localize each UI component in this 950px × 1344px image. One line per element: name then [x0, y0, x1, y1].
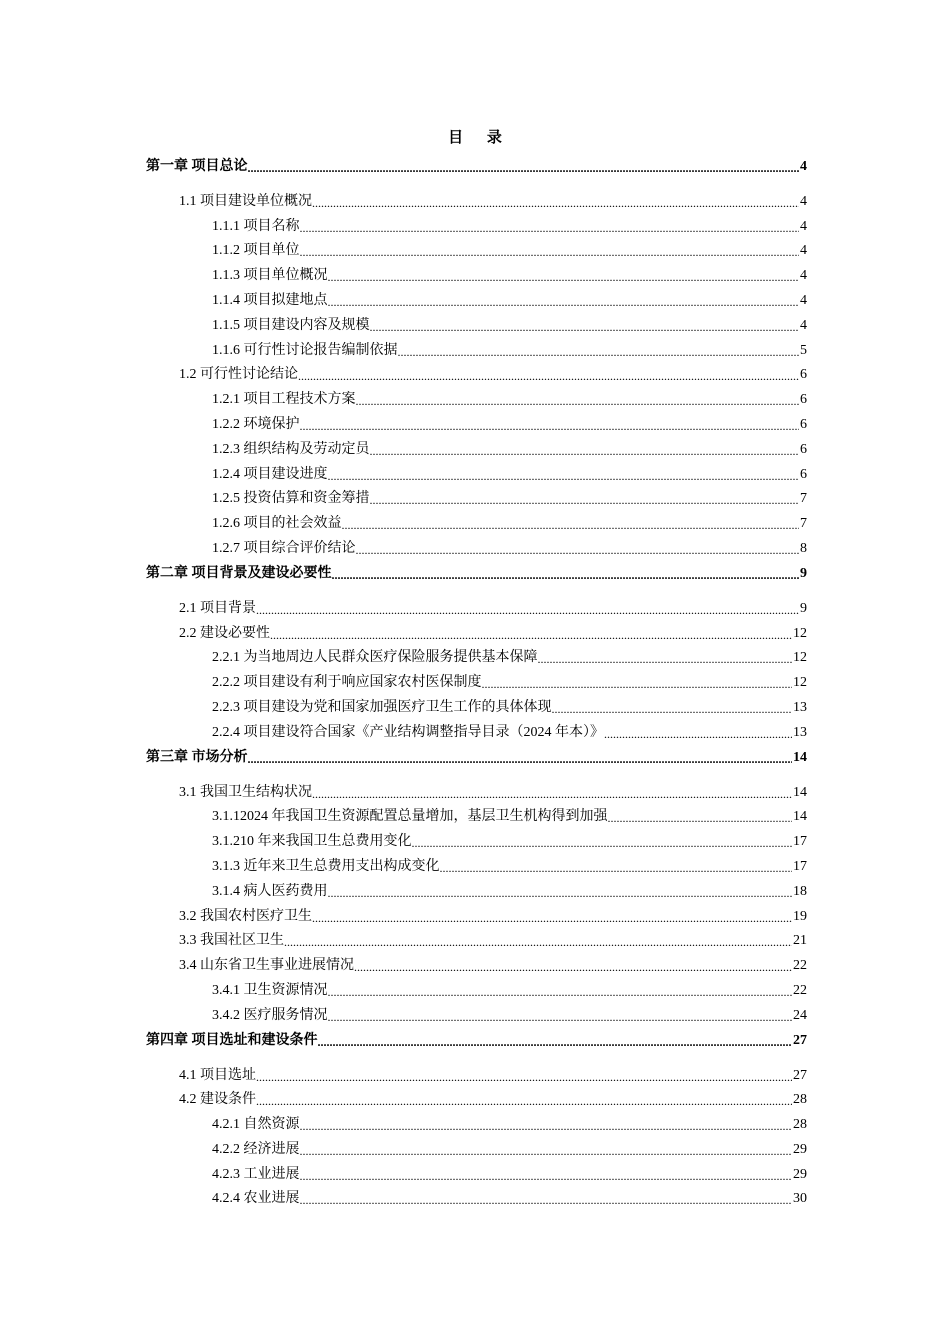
toc-section-entry[interactable]	[146, 950, 807, 975]
toc-page-number: 4	[800, 159, 807, 174]
toc-section-entry[interactable]	[146, 1060, 807, 1085]
toc-title: 目 录	[448, 130, 512, 146]
toc-entry-label: 4.1 项目选址	[179, 1067, 256, 1083]
toc-page-number: 22	[793, 982, 807, 998]
toc-page-number: 29	[793, 1141, 807, 1157]
toc-page-number: 8	[800, 540, 807, 556]
toc-subsection-entry[interactable]	[146, 667, 807, 692]
toc-entry-label: 3.1.210 年来我国卫生总费用变化	[212, 834, 412, 850]
toc-page-number: 30	[793, 1191, 807, 1207]
toc-entry-label: 1.2.7 项目综合评价结论	[212, 540, 356, 556]
toc-entry-label: 2.2.1 为当地周边人民群众医疗保险服务提供基本保障	[212, 650, 538, 666]
toc-entry-label: 1.1 项目建设单位概况	[179, 193, 312, 209]
toc-dot-leader	[332, 568, 800, 583]
toc-entry-label: 2.2 建设必要性	[179, 625, 270, 641]
toc-entry-label: 1.1.1 项目名称	[212, 218, 300, 234]
toc-entry-label: 1.1.3 项目单位概况	[212, 268, 328, 284]
toc-entry-label: 1.2.1 项目工程技术方案	[212, 392, 356, 408]
toc-chapter-entry[interactable]	[146, 151, 807, 176]
toc-page-number: 9	[800, 600, 807, 616]
toc-entry-label: 1.2.4 项目建设进度	[212, 466, 328, 482]
toc-chapter-entry[interactable]	[146, 558, 807, 583]
toc-subsection-entry[interactable]	[146, 211, 807, 236]
toc-entry-label: 4.2.1 自然资源	[212, 1117, 300, 1133]
toc-chapter-entry[interactable]	[146, 1025, 807, 1050]
toc-dot-leader	[318, 1035, 793, 1050]
toc-page-number: 12	[793, 650, 807, 666]
toc-subsection-entry[interactable]	[146, 384, 807, 409]
toc-subsection-entry[interactable]	[146, 802, 807, 827]
toc-dot-leader	[312, 196, 799, 211]
toc-page-number: 17	[793, 858, 807, 874]
toc-page-number: 4	[800, 268, 807, 284]
toc-entry-label: 1.2.3 组织结构及劳动定员	[212, 441, 370, 457]
toc-entry-label: 3.1 我国卫生结构状况	[179, 784, 312, 800]
toc-dot-leader	[356, 394, 800, 409]
toc-entry-label: 3.1.12024 年我国卫生资源配置总量增加，基层卫生机构得到加强	[212, 809, 608, 825]
toc-subsection-entry[interactable]	[146, 285, 807, 310]
toc-chapter-entry[interactable]	[146, 742, 807, 767]
toc-page-number: 6	[800, 416, 807, 432]
toc-page-number: 12	[793, 625, 807, 641]
toc-subsection-entry[interactable]	[146, 643, 807, 668]
toc-subsection-entry[interactable]	[146, 692, 807, 717]
toc-dot-leader	[248, 161, 800, 176]
toc-subsection-entry[interactable]	[146, 533, 807, 558]
toc-dot-leader	[604, 727, 792, 742]
toc-page-number: 28	[793, 1117, 807, 1133]
toc-entry-label: 1.2.2 环境保护	[212, 416, 300, 432]
toc-dot-leader	[312, 787, 792, 802]
toc-entry-label: 1.1.2 项目单位	[212, 243, 300, 259]
toc-dot-leader	[328, 1010, 793, 1025]
toc-entry-label: 第二章 项目背景及建设必要性	[146, 565, 332, 581]
toc-page-number: 6	[800, 367, 807, 383]
toc-entry-label: 1.2 可行性讨论结论	[179, 367, 298, 383]
toc-page-number: 4	[800, 193, 807, 209]
toc-section-entry[interactable]	[146, 618, 807, 643]
toc-dot-leader	[370, 444, 800, 459]
toc-entry-label: 4.2 建设条件	[179, 1092, 256, 1108]
toc-dot-leader	[482, 677, 793, 692]
toc-page-number: 21	[793, 933, 807, 949]
toc-entry-label: 第三章 市场分析	[146, 749, 248, 765]
toc-entry-label: 第一章 项目总论	[146, 159, 248, 174]
toc-subsection-entry[interactable]	[146, 1159, 807, 1184]
toc-entry-label: 3.4.1 卫生资源情况	[212, 982, 328, 998]
toc-dot-leader	[328, 270, 800, 285]
toc-dot-leader	[300, 1144, 793, 1159]
toc-entry-label: 1.1.4 项目拟建地点	[212, 292, 328, 308]
toc-subsection-entry[interactable]	[146, 1000, 807, 1025]
toc-dot-leader	[538, 652, 793, 667]
toc-page-number: 4	[800, 317, 807, 333]
toc-page-number: 4	[800, 243, 807, 259]
toc-subsection-entry[interactable]	[146, 335, 807, 360]
toc-entry-label: 1.2.6 项目的社会效益	[212, 516, 342, 532]
toc-dot-leader	[552, 702, 793, 717]
toc-entry-label: 4.2.3 工业进展	[212, 1166, 300, 1182]
toc-subsection-entry[interactable]	[146, 260, 807, 285]
toc-page-number: 6	[800, 441, 807, 457]
toc-dot-leader	[256, 603, 799, 618]
toc-subsection-entry[interactable]	[146, 826, 807, 851]
toc-dot-leader	[300, 245, 800, 260]
toc-entry-label: 1.1.6 可行性讨论报告编制依据	[212, 342, 398, 358]
toc-page-number: 6	[800, 466, 807, 482]
toc-dot-leader	[300, 1119, 793, 1134]
toc-page-number: 14	[793, 784, 807, 800]
toc-section-entry[interactable]	[146, 360, 807, 385]
toc-entry-label: 4.2.2 经济进展	[212, 1141, 300, 1157]
toc-dot-leader	[370, 320, 800, 335]
toc-dot-leader	[298, 369, 799, 384]
toc-section-entry[interactable]	[146, 593, 807, 618]
toc-page-number: 28	[793, 1092, 807, 1108]
toc-subsection-entry[interactable]	[146, 434, 807, 459]
toc-entry-label: 2.2.2 项目建设有利于响应国家农村医保制度	[212, 675, 482, 691]
toc-dot-leader	[608, 811, 793, 826]
toc-page-number: 14	[793, 749, 807, 765]
toc-entry-label: 3.1.3 近年来卫生总费用支出构成变化	[212, 858, 440, 874]
toc-dot-leader	[440, 861, 793, 876]
toc-dot-leader	[328, 985, 793, 1000]
toc-section-entry[interactable]	[146, 926, 807, 951]
toc-dot-leader	[328, 886, 793, 901]
toc-subsection-entry[interactable]	[146, 1184, 807, 1209]
toc-subsection-entry[interactable]	[146, 484, 807, 509]
toc-subsection-entry[interactable]	[146, 1109, 807, 1134]
toc-dot-leader	[270, 628, 792, 643]
toc-entry-label: 4.2.4 农业进展	[212, 1191, 300, 1207]
toc-entry-label: 2.2.3 项目建设为党和国家加强医疗卫生工作的具体体现	[212, 699, 552, 715]
toc-entry-label: 3.3 我国社区卫生	[179, 933, 284, 949]
toc-subsection-entry[interactable]	[146, 310, 807, 335]
toc-dot-leader	[284, 935, 792, 950]
toc-page-number: 24	[793, 1007, 807, 1023]
toc-subsection-entry[interactable]	[146, 717, 807, 742]
toc-dot-leader	[300, 1193, 793, 1208]
toc-page-number: 5	[800, 342, 807, 358]
toc-dot-leader	[248, 752, 793, 767]
toc-page-number: 19	[793, 908, 807, 924]
toc-dot-leader	[300, 419, 800, 434]
toc-subsection-entry[interactable]	[146, 1134, 807, 1159]
toc-entry-label: 1.2.5 投资估算和资金筹措	[212, 491, 370, 507]
toc-subsection-entry[interactable]	[146, 508, 807, 533]
toc-page-number: 4	[800, 218, 807, 234]
toc-entry-label: 第四章 项目选址和建设条件	[146, 1032, 318, 1048]
toc-section-entry[interactable]	[146, 777, 807, 802]
toc-dot-leader	[354, 960, 792, 975]
toc-subsection-entry[interactable]	[146, 236, 807, 261]
toc-entry-label: 3.4.2 医疗服务情况	[212, 1007, 328, 1023]
toc-subsection-entry[interactable]	[146, 876, 807, 901]
toc-entry-label: 2.2.4 项目建设符合国家《产业结构调整指导目录（2024 年本）》	[212, 724, 604, 740]
toc-page-number: 17	[793, 834, 807, 850]
toc-page-number: 6	[800, 392, 807, 408]
toc-subsection-entry[interactable]	[146, 409, 807, 434]
toc-entry-label: 2.1 项目背景	[179, 600, 256, 616]
toc-entry-label: 1.1.5 项目建设内容及规模	[212, 317, 370, 333]
toc-dot-leader	[300, 1169, 793, 1184]
toc-page-number: 27	[793, 1032, 807, 1048]
toc-section-entry[interactable]	[146, 1085, 807, 1110]
toc-page-number: 7	[800, 516, 807, 532]
toc-section-entry[interactable]	[146, 186, 807, 211]
toc-page-number: 27	[793, 1067, 807, 1083]
toc-page-number: 14	[793, 809, 807, 825]
toc-dot-leader	[312, 911, 792, 926]
toc-dot-leader	[370, 493, 800, 508]
toc-page-number: 13	[793, 699, 807, 715]
toc-page-number: 4	[800, 292, 807, 308]
toc-list	[146, 151, 807, 1208]
toc-page-number: 13	[793, 724, 807, 740]
toc-entry-label: 3.4 山东省卫生事业进展情况	[179, 958, 354, 974]
toc-page-number: 12	[793, 675, 807, 691]
toc-entry-label: 3.1.4 病人医药费用	[212, 883, 328, 899]
toc-entry-label: 3.2 我国农村医疗卫生	[179, 908, 312, 924]
toc-subsection-entry[interactable]	[146, 975, 807, 1000]
toc-dot-leader	[356, 543, 800, 558]
toc-page-number: 22	[793, 958, 807, 974]
toc-dot-leader	[328, 295, 800, 310]
toc-dot-leader	[300, 221, 800, 236]
toc-dot-leader	[328, 469, 800, 484]
toc-dot-leader	[398, 345, 800, 360]
toc-dot-leader	[412, 836, 793, 851]
toc-dot-leader	[342, 518, 800, 533]
toc-page-number: 7	[800, 491, 807, 507]
toc-dot-leader	[256, 1094, 792, 1109]
toc-subsection-entry[interactable]	[146, 459, 807, 484]
toc-page-number: 29	[793, 1166, 807, 1182]
toc-page-number: 9	[800, 565, 807, 581]
toc-dot-leader	[256, 1070, 792, 1085]
toc-page-number: 18	[793, 883, 807, 899]
toc-section-entry[interactable]	[146, 901, 807, 926]
toc-subsection-entry[interactable]	[146, 851, 807, 876]
